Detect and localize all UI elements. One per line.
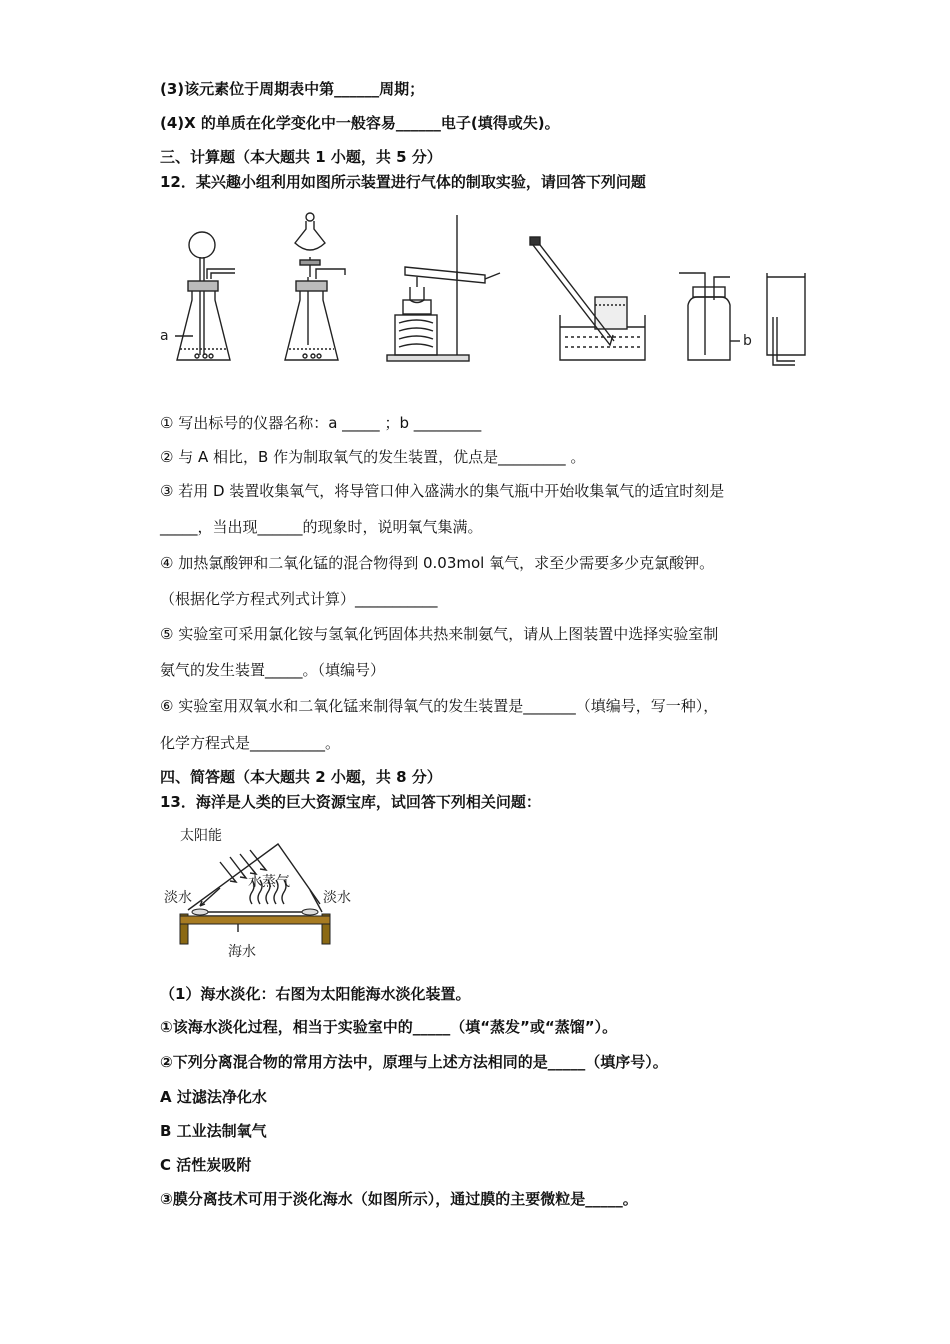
sub-question-1: ① 写出标号的仪器名称：a _____ ；b _________	[160, 414, 482, 432]
label-b: b	[743, 333, 752, 349]
sub-question-5-line-2: 氨气的发生装置_____。（填编号）	[160, 661, 386, 679]
apparatus-d	[530, 237, 645, 360]
part-1-item-3: ③膜分离技术可用于淡化海水（如图所示），通过膜的主要微粒是_____。	[160, 1190, 638, 1208]
label-sun: 太阳能	[180, 828, 222, 844]
sub-question-3-line-2: _____，当出现______的现象时，说明氧气集满。	[160, 518, 483, 536]
apparatus-e	[679, 273, 752, 360]
label-fresh-left: 淡水	[164, 890, 192, 906]
sub-question-6-line-1: ⑥ 实验室用双氧水和二氧化锰来制得氧气的发生装置是_______（填编号，写一种），	[160, 697, 719, 715]
sub-question-4-line-1: ④ 加热氯酸钾和二氧化锰的混合物得到 0.03mol 氧气，求至少需要多少克氯酸钾。	[160, 554, 715, 572]
question-4-line: (4)X 的单质在化学变化中一般容易______电子(填得或失)。	[160, 114, 560, 132]
sub-question-3-line-1: ③ 若用 D 装置收集氧气，将导管口伸入盛满水的集气瓶中开始收集氧气的适宜时刻是	[160, 482, 725, 500]
option-a: A 过滤法净化水	[160, 1088, 267, 1106]
part-1-item-2: ②下列分离混合物的常用方法中，原理与上述方法相同的是_____（填序号）。	[160, 1053, 668, 1071]
sub-question-2: ② 与 A 相比，B 作为制取氧气的发生装置，优点是_________ 。	[160, 448, 586, 466]
apparatus-b	[285, 213, 345, 360]
sub-question-6-line-2: 化学方程式是__________。	[160, 734, 341, 752]
section-4-heading: 四、简答题（本大题共 2 小题，共 8 分）	[160, 768, 442, 786]
sub-question-5-line-1: ⑤ 实验室可采用氯化铵与氢氧化钙固体共热来制氨气，请从上图装置中选择实验室制	[160, 625, 719, 643]
apparatus-c	[387, 215, 500, 361]
apparatus-f	[767, 273, 805, 365]
question-13-stem: 13．海洋是人类的巨大资源宝库，试回答下列相关问题：	[160, 793, 541, 811]
part-1-item-1: ①该海水淡化过程，相当于实验室中的_____（填“蒸发”或“蒸馏”）。	[160, 1018, 618, 1036]
label-vapor: 水蒸气	[248, 874, 290, 890]
question-12-stem: 12．某兴趣小组利用如图所示装置进行气体的制取实验，请回答下列问题	[160, 173, 646, 191]
label-a: a	[160, 328, 169, 344]
section-3-heading: 三、计算题（本大题共 1 小题，共 5 分）	[160, 148, 442, 166]
option-b: B 工业法制氧气	[160, 1122, 267, 1140]
label-sea: 海水	[228, 944, 256, 960]
question-3-line: (3)该元素位于周期表中第______周期；	[160, 80, 425, 98]
label-fresh-right: 淡水	[323, 890, 351, 906]
sub-question-4-line-2: （根据化学方程式列式计算）___________	[160, 590, 438, 608]
apparatus-figure	[155, 205, 820, 375]
option-c: C 活性炭吸附	[160, 1156, 252, 1174]
solar-desalination-figure	[160, 822, 360, 962]
apparatus-a	[160, 232, 235, 360]
part-1-heading: （1）海水淡化：右图为太阳能海水淡化装置。	[160, 985, 471, 1003]
